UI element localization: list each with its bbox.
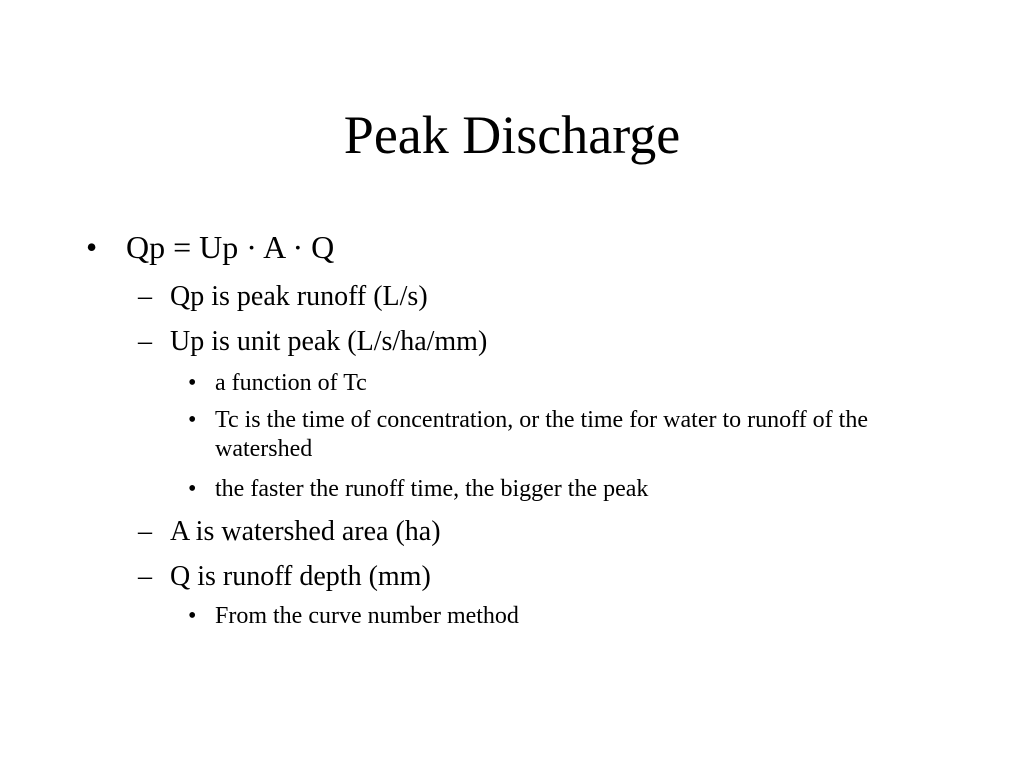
sub-item-runoff-depth: Q is runoff depth (mm) — [170, 561, 431, 592]
slide-title: Peak Discharge — [343, 105, 681, 165]
bullet-marker: • — [188, 407, 197, 433]
bullet-marker: • — [86, 229, 98, 265]
bullet-marker: • — [188, 370, 197, 396]
bullet-marker: • — [188, 603, 197, 629]
dash-marker: – — [138, 281, 152, 312]
sub-item-area: A is watershed area (ha) — [170, 516, 441, 547]
sub-sub-item-tc-definition: Tc is the time of concentration, or the time for water to runoff of the watershed — [215, 407, 868, 462]
sub-sub-item-faster-runoff: the faster the runoff time, the bigger the peak — [215, 476, 649, 502]
sub-item-qp: Qp is peak runoff (L/s) — [170, 281, 428, 312]
dash-marker: – — [138, 561, 152, 592]
sub-sub-item-curve-number: From the curve number method — [215, 603, 519, 629]
sub-item-up: Up is unit peak (L/s/ha/mm) — [170, 326, 488, 357]
dash-marker: – — [138, 516, 152, 547]
dash-marker: – — [138, 326, 152, 357]
sub-sub-item-function-of-tc: a function of Tc — [215, 370, 367, 396]
bullet-marker: • — [188, 476, 197, 502]
bullet-item-formula: Qp = Up · A · Q — [126, 229, 335, 265]
